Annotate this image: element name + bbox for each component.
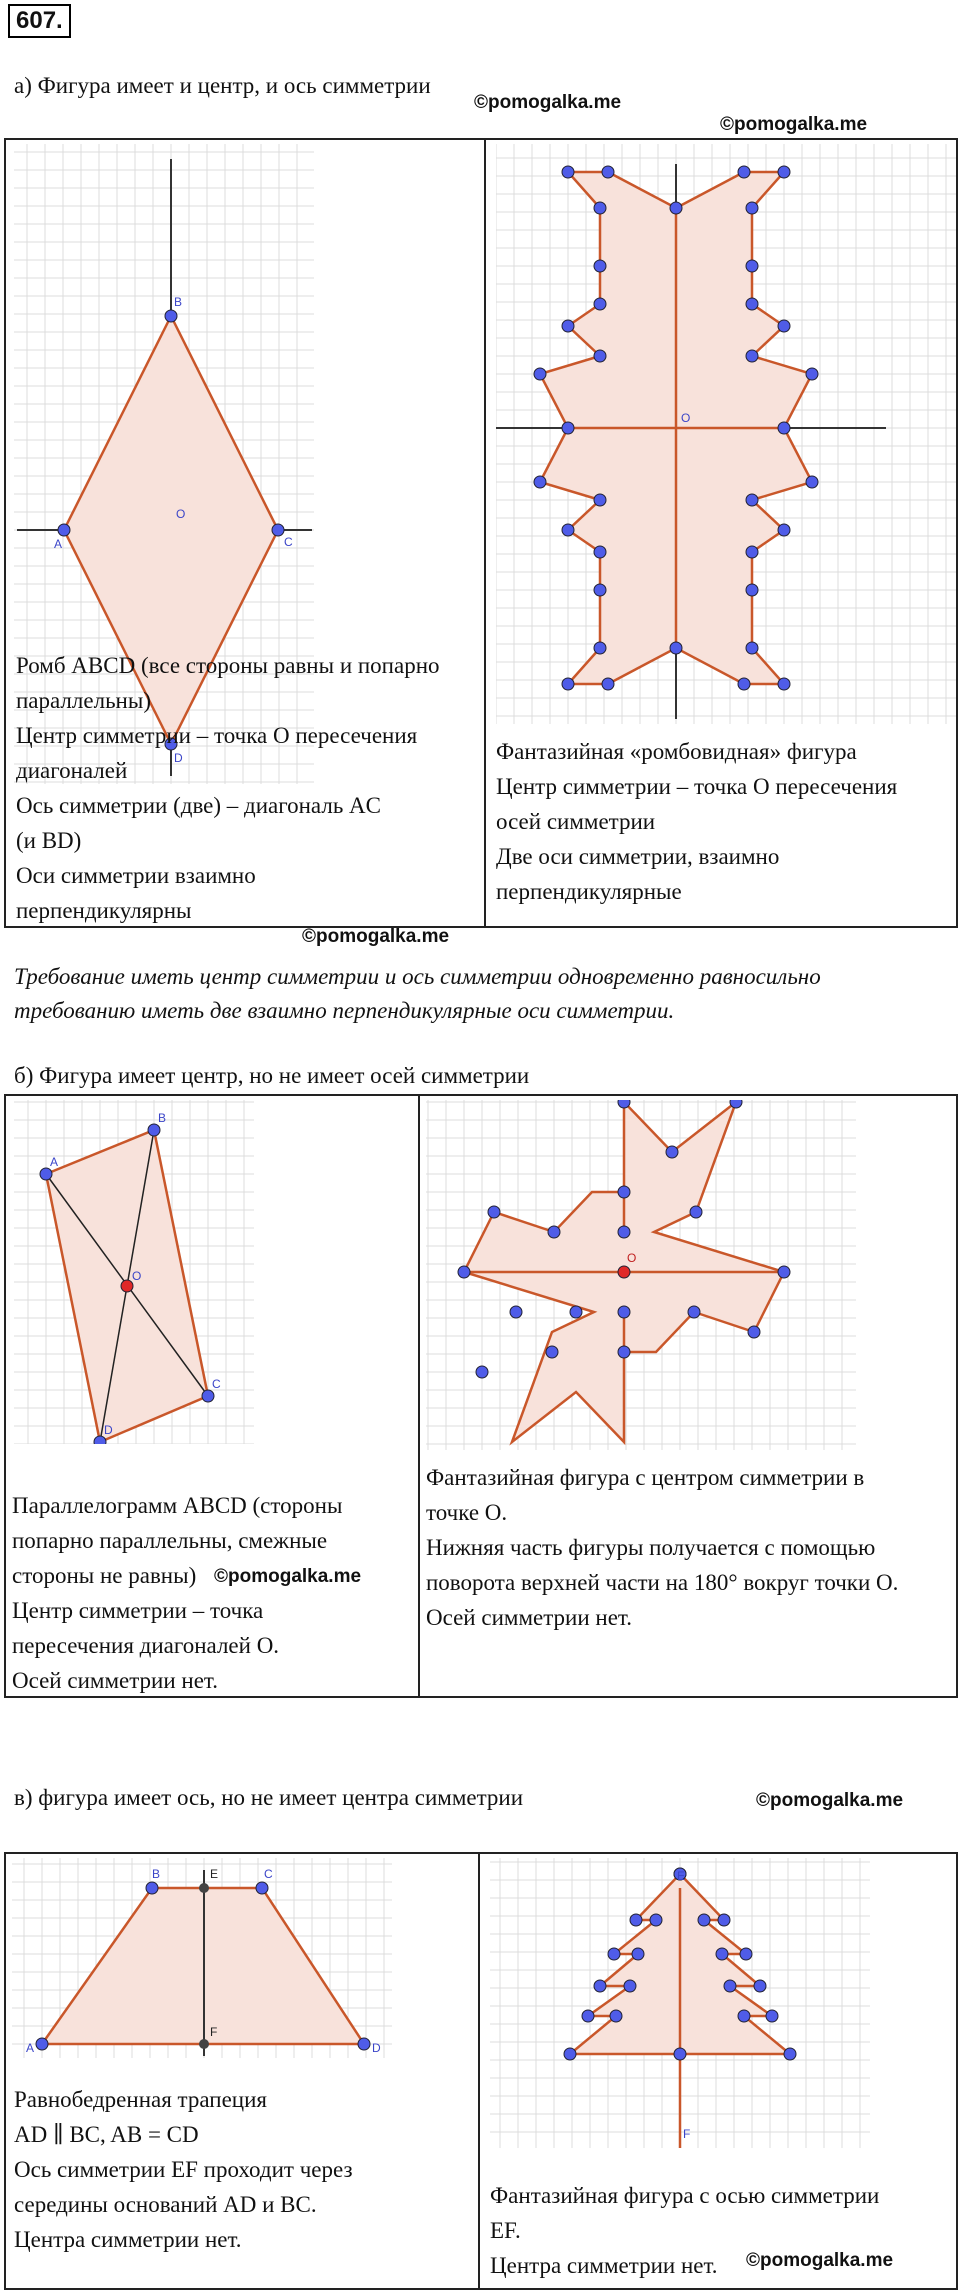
point-e: [199, 1883, 209, 1893]
section-b-right-text: [426, 1460, 898, 1635]
text-line: диагоналей: [16, 758, 128, 783]
vertex-point: [618, 1346, 630, 1358]
vertex-point: [784, 2048, 796, 2060]
text-line: Осей симметрии нет.: [12, 1668, 218, 1693]
watermark: ©pomogalka.me: [720, 114, 868, 135]
vertex-point: [778, 422, 790, 434]
vertex-point: [594, 350, 606, 362]
label-d: D: [174, 751, 183, 765]
text-line: (и BD): [16, 828, 82, 853]
vertex-point: [730, 1100, 742, 1108]
vertex-point: [594, 298, 606, 310]
vertex-point: [766, 2010, 778, 2022]
vertex-point: [738, 678, 750, 690]
section-a-table: [4, 138, 958, 928]
vertex-point: [602, 678, 614, 690]
text-line: EF.: [490, 2218, 521, 2243]
vertex-point: [746, 350, 758, 362]
table-divider: [418, 1096, 420, 1696]
text-line: попарно параллельны, смежные: [12, 1528, 328, 1553]
vertex-point: [746, 260, 758, 272]
vertex-point: [594, 494, 606, 506]
vertex-point: [610, 2010, 622, 2022]
vertex-point: [778, 524, 790, 536]
vertex-point: [562, 320, 574, 332]
point-b: [146, 1882, 158, 1894]
text-line: Две оси симметрии, взаимно: [496, 844, 780, 869]
text-line: точке О.: [426, 1500, 508, 1525]
vertex-point: [562, 166, 574, 178]
text-line: Требование иметь центр симметрии и ось симметрии одновременно равносильно: [14, 964, 821, 989]
point-a: [36, 2038, 48, 2050]
label-a: A: [54, 537, 63, 551]
vertex-point: [688, 1306, 700, 1318]
vertex-point: [718, 1914, 730, 1926]
table-divider: [484, 140, 486, 926]
watermark: ©pomogalka.me: [302, 926, 450, 947]
text-line: Центр симметрии – точка O пересечения: [496, 774, 898, 799]
section-a-heading: а) Фигура имеет и центр, и ось симметрии: [14, 73, 431, 98]
vertex-point: [548, 1226, 560, 1238]
label-f: F: [683, 2127, 691, 2141]
problem-number: 607.: [8, 4, 71, 38]
vertex-point: [632, 1948, 644, 1960]
point-a: [40, 1168, 52, 1180]
vertex-point: [670, 642, 682, 654]
vertex-point: [746, 546, 758, 558]
section-b-heading: б) Фигура имеет центр, но не имеет осей симметрии: [14, 1063, 530, 1088]
vertex-point: [778, 1266, 790, 1278]
text-line: Ось симметрии EF проходит через: [14, 2157, 353, 2182]
label-c: C: [264, 1867, 273, 1881]
label-b: B: [158, 1111, 167, 1125]
label-b: B: [152, 1867, 161, 1881]
label-o: O: [627, 1251, 637, 1265]
point-f: [199, 2039, 209, 2049]
vertex-point: [608, 1948, 620, 1960]
vertex-point: [458, 1266, 470, 1278]
vertex-point: [738, 2010, 750, 2022]
label-d: D: [104, 1423, 113, 1437]
vertex-point: [594, 202, 606, 214]
vertex-point: [564, 2048, 576, 2060]
label-e: E: [210, 1867, 219, 1881]
text-line: Равнобедренная трапеция: [14, 2087, 267, 2112]
vertex-point: [778, 166, 790, 178]
section-a-left-text: [16, 648, 440, 928]
point-b: [165, 310, 177, 322]
text-line: Ось симметрии (две) – диагональ AC: [16, 793, 382, 818]
label-c: C: [284, 535, 293, 549]
vertex-point: [746, 298, 758, 310]
text-line: параллельны): [16, 688, 151, 713]
point-c: [202, 1390, 214, 1402]
vertex-point: [674, 2048, 686, 2060]
star-figure: [426, 1100, 856, 1450]
text-line: Центра симметрии нет.: [14, 2227, 242, 2252]
text-line: Осей симметрии нет.: [426, 1605, 632, 1630]
vertex-point: [746, 494, 758, 506]
text-line: Центр симметрии – точка: [12, 1598, 264, 1623]
vertex-point: [670, 202, 682, 214]
vertex-point: [510, 1306, 522, 1318]
vertex-point: [534, 368, 546, 380]
vertex-point: [594, 584, 606, 596]
label-o: O: [132, 1269, 142, 1283]
label-d: D: [372, 2041, 381, 2055]
vertex-point: [630, 1914, 642, 1926]
parallelogram-figure: [14, 1100, 254, 1444]
text-line: требованию иметь две взаимно перпендикулярные оси симметрии.: [14, 998, 675, 1023]
section-a-note: [14, 960, 821, 1028]
text-line: Центр симметрии – точка O пересечения: [16, 723, 418, 748]
text-line: AD ∥ BC, AB = CD: [14, 2122, 199, 2147]
vertex-point: [746, 584, 758, 596]
text-line: Ромб ABCD (все стороны равны и попарно: [16, 653, 440, 678]
vertex-point: [476, 1366, 488, 1378]
point-b: [148, 1124, 160, 1136]
vertex-point: [582, 2010, 594, 2022]
vertex-point: [618, 1306, 630, 1318]
vertex-point: [698, 1914, 710, 1926]
text-line: Фантазийная фигура с центром симметрии в: [426, 1465, 865, 1490]
text-line: поворота верхней части на 180° вокруг точки О.: [426, 1570, 899, 1595]
label-b: B: [174, 295, 183, 309]
vertex-point: [624, 1980, 636, 1992]
vertex-point: [690, 1206, 702, 1218]
text-line: перпендикулярные: [496, 879, 682, 904]
tree-figure: [490, 1858, 870, 2148]
vertex-point: [618, 1186, 630, 1198]
vertex-point: [618, 1100, 630, 1108]
label-o: O: [176, 507, 186, 521]
text-line: середины оснований AD и BC.: [14, 2192, 317, 2217]
vertex-point: [562, 678, 574, 690]
label-c: C: [212, 1377, 221, 1391]
vertex-point: [562, 422, 574, 434]
vertex-point: [602, 166, 614, 178]
point-d: [358, 2038, 370, 2050]
text-line: Оси симметрии взаимно: [16, 863, 256, 888]
vertex-point: [594, 642, 606, 654]
text-line: Фантазийная «ромбовидная» фигура: [496, 739, 857, 764]
vertex-point: [666, 1146, 678, 1158]
vertex-point: [724, 1980, 736, 1992]
text-line: перпендикулярны: [16, 898, 192, 923]
vertex-point: [488, 1206, 500, 1218]
vertex-point: [570, 1306, 582, 1318]
watermark: ©pomogalka.me: [746, 2250, 894, 2271]
label-a: A: [26, 2041, 35, 2055]
text-line: Нижняя часть фигуры получается с помощью: [426, 1535, 876, 1560]
label-e: E: [677, 1869, 686, 1883]
vertex-point: [716, 1948, 728, 1960]
section-a-right-text: [496, 734, 897, 909]
watermark: ©pomogalka.me: [756, 1790, 904, 1811]
point-a: [58, 524, 70, 536]
vertex-point: [738, 166, 750, 178]
vertex-point: [806, 368, 818, 380]
vertex-point: [650, 1914, 662, 1926]
fancy-rhombus-figure: [496, 144, 956, 724]
trapezoid-figure: [12, 1858, 392, 2058]
label-f: F: [210, 2025, 218, 2039]
text-line: Центра симметрии нет.: [490, 2253, 718, 2278]
center-o: [618, 1266, 630, 1278]
section-b-left-text: [12, 1488, 342, 1698]
vertex-point: [594, 546, 606, 558]
vertex-point: [594, 260, 606, 272]
vertex-point: [534, 476, 546, 488]
point-c: [272, 524, 284, 536]
vertex-point: [748, 1326, 760, 1338]
vertex-point: [806, 476, 818, 488]
vertex-point: [740, 1948, 752, 1960]
label-o: O: [681, 411, 691, 425]
text-line: Фантазийная фигура с осью симметрии: [490, 2183, 880, 2208]
text-line: пересечения диагоналей O.: [12, 1633, 280, 1658]
text-line: стороны не равны): [12, 1563, 197, 1588]
vertex-point: [594, 1980, 606, 1992]
watermark: ©pomogalka.me: [474, 92, 622, 113]
table-divider: [478, 1854, 480, 2288]
text-line: Параллелограмм ABCD (стороны: [12, 1493, 343, 1518]
vertex-point: [546, 1346, 558, 1358]
section-c-heading: в) фигура имеет ось, но не имеет центра симметрии: [14, 1785, 524, 1810]
vertex-point: [746, 642, 758, 654]
point-c: [256, 1882, 268, 1894]
vertex-point: [778, 678, 790, 690]
section-b-table: [4, 1094, 958, 1698]
vertex-point: [618, 1226, 630, 1238]
section-c-table: [4, 1852, 958, 2290]
watermark: ©pomogalka.me: [214, 1566, 362, 1587]
vertex-point: [746, 202, 758, 214]
point-d: [94, 1436, 106, 1444]
vertex-point: [754, 1980, 766, 1992]
vertex-point: [778, 320, 790, 332]
text-line: осей симметрии: [496, 809, 656, 834]
label-a: A: [50, 1155, 59, 1169]
vertex-point: [562, 524, 574, 536]
section-c-left-text: [14, 2082, 353, 2257]
